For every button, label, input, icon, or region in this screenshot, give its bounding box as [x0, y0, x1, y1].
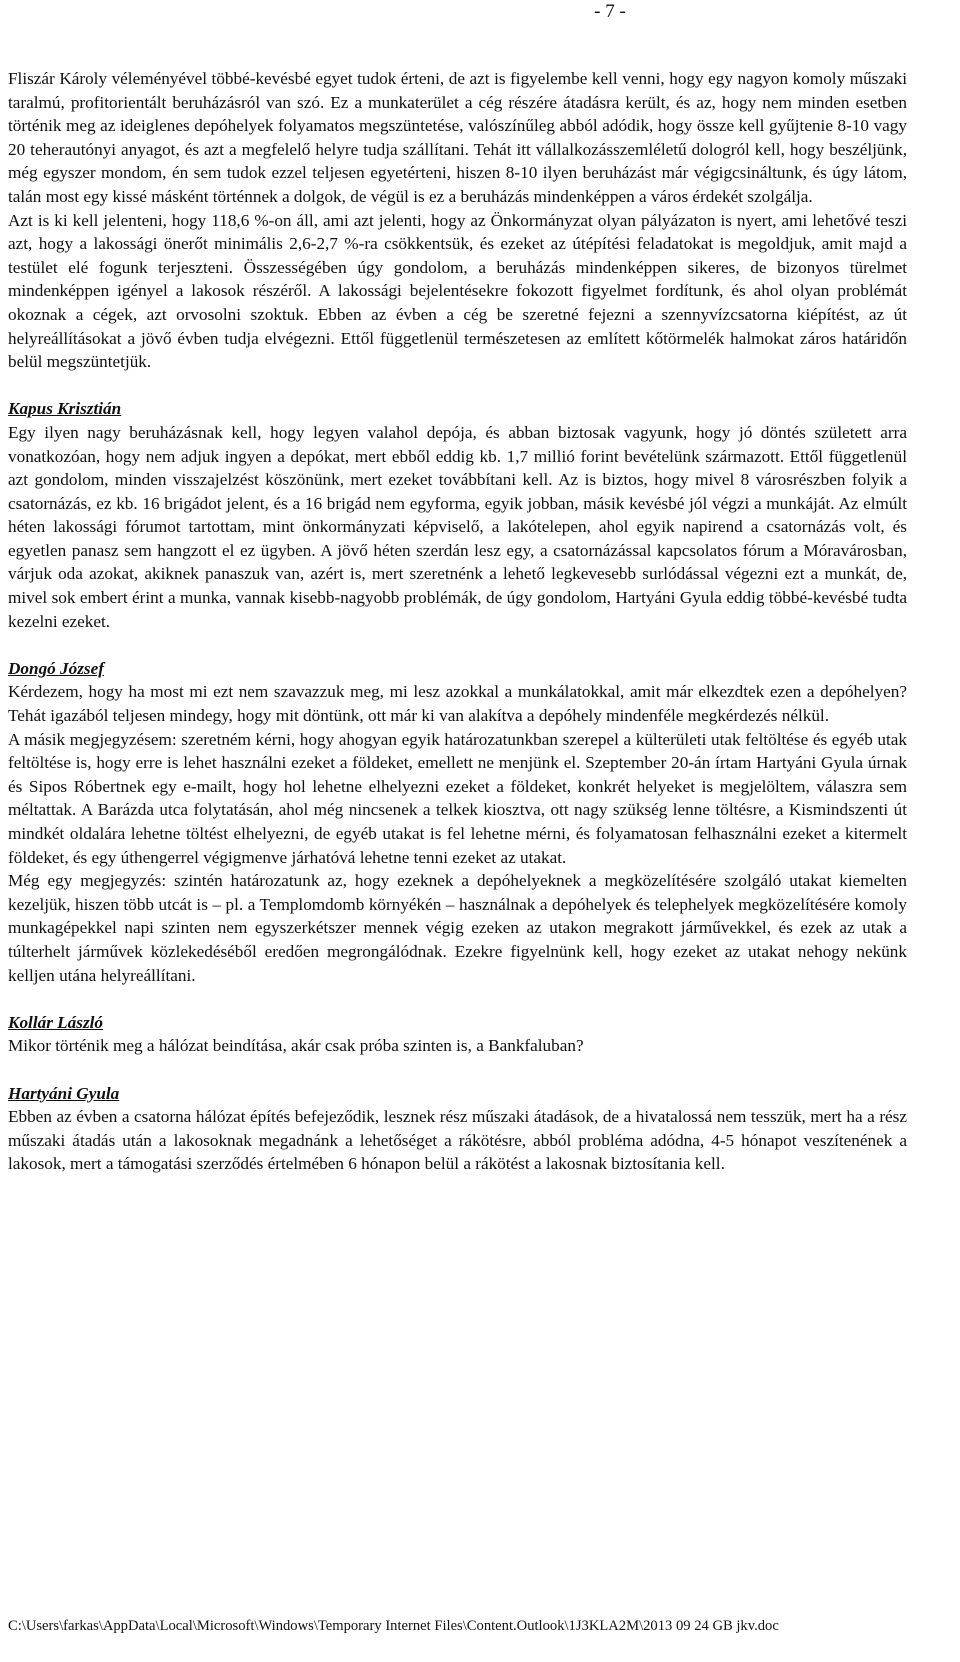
paragraph: Azt is ki kell jelenteni, hogy 118,6 %-on áll, ami azt jelenti, hogy az Önkormányzat olyan pályázaton is nyert, ami lehetővé teszi azt, hogy a lakossági önerőt minimális 2,6-2,7 %-ra csökkentsük, és ezeket az útépítési feladatokat is megoldjuk, amit majd a testület elé fogunk terjeszteni. Összességében úgy gondolom, a beruházás mindenképpen sikeres, de bizonyos türelmet mindenképpen igényel a lakosok részéről. A lakossági bejelentésekre fokozott figyelmet fordítunk, és ahol olyan problémát okoznak a cégek, azt orvosolni szoktuk. Ebben az évben a cég be szeretné fejezni a szennyvízcsatorna kiépítést, az út helyreállításokat a jövő évben tudja elvégezni. Ettől függetlenül természetesen az említett kőtörmelék halmokat záros határidőn belül megszüntetjük. — [8, 210, 907, 372]
speaker-name: Kollár László — [8, 1012, 104, 1032]
paragraph-spacer — [8, 374, 907, 398]
paragraph: A másik megjegyzésem: szeretném kérni, hogy ahogyan egyik határozatunkban szerepel a külterületi utak feltöltése és egyéb utak feltöltése is, hogy erre is lehet használni ezeket a földeket, emellett ne menjünk el. Szeptember 20-án írtam Hartyáni Gyula úrnak és Sipos Róbertnek egy e-mailt, hogy hol lehetne elhelyezni ezeket a földeket, konkrét helyeket is megjelöltem, válaszra sem méltattak. A Barázda utca folytatásán, ahol még nincsenek a telkek kiosztva, ott nagy szükség lenne töltésre, a Kismindszenti út mindkét oldalára lehetne töltést elhelyezni, de egyéb utakat is fel lehetne mérni, és folyamatosan felhasználni ezeket a kitermelt földeket, és egy úthengerrel végigmenve járhatóvá lehetne tenni ezeket az utakat. — [8, 729, 907, 867]
footer-file-path: C:\Users\farkas\AppData\Local\Microsoft\Windows\Temporary Internet Files\Content.Outlook\1J3KLA2M\2013 09 24 GB jkv.doc — [8, 1618, 779, 1634]
paragraph-spacer — [8, 987, 907, 1011]
speaker-name: Kapus Krisztián — [8, 399, 122, 419]
paragraph: Még egy megjegyzés: szintén határozatunk az, hogy ezeknek a depóhelyeknek a megközelítésére szolgáló utakat kiemelten kezeljük, hiszen több utcát is – pl. a Templomdomb környékén – használnak a depóhelyek és telephelyek megközelítésére komoly munkagépekkel napi szinten nem egyszerkétszer mennek végig ezeken az utakon megrakott járművekkel, és ezek az utak a túlterhelt járművek közlekedéséből eredően megrongálódnak. Ezekre figyelnünk kell, hogy ezeket az utakat nehogy nekünk kelljen utána helyreállítani. — [8, 871, 907, 985]
paragraph: Mikor történik meg a hálózat beindítása, akár csak próba szinten is, a Bankfaluban? — [8, 1036, 584, 1056]
paragraph-spacer — [8, 633, 907, 657]
paragraph: Fliszár Károly véleményével többé-kevésbé egyet tudok érteni, de azt is figyelembe kell venni, hogy egy nagyon komoly műszaki taralmú, profitorientált beruházásról van szó. Ez a munkaterület a cég részére átadásra került, és az, hogy nem minden esetben történik meg az ideiglenes depóhelyek folyamatos megszüntetése, valószínűleg abból adódik, hogy össze kell gyűjtenie 8-10 vagy 20 teherautónyi anyagot, és azt a megfelelő helyre tudja szállítani. Tehát itt vállalkozásszemléletű dologról kell, hogy beszéljünk, még egyszer mondom, én sem tudok ezzel teljesen egyetérteni, hiszen 8-10 ilyen beruházást már végigcsináltunk, és úgy látom, talán most egy kissé másként történnek a dolgok, de végül is ez a beruházás mindenképpen a város érdekét szolgálja. — [8, 69, 907, 206]
speaker-name: Dongó József — [8, 658, 104, 678]
page-number: - 7 - — [594, 1, 626, 22]
speaker-name: Hartyáni Gyula — [8, 1083, 120, 1103]
paragraph: Egy ilyen nagy beruházásnak kell, hogy legyen valahol depója, és abban biztosak vagyunk, hogy jó döntés született arra vonatkozóan, hogy nem adjuk ingyen a depókat, mert ebből eddig kb. 1,7 millió forint bevételünk származott. Ettől függetlenül azt gondolom, minden visszajelzést köszönünk, mert ezeket továbbítani kell. Az is biztos, hogy mivel 8 városrészben folyik a csatornázás, ez kb. 16 brigádot jelent, és a 16 brigád nem egyforma, egyik jobban, másik kevésbé jól végzi a munkáját. Az elmúlt héten lakossági fórumot tartottam, mint önkormányzati képviselő, a lakótelepen, ahol egyik napirend a csatornázás volt, és egyetlen panasz sem hangzott el ez ügyben. A jövő héten szerdán lesz egy, a csatornázással kapcsolatos fórum a Móravárosban, várjuk oda azokat, akiknek panaszuk van, azért is, mert szeretnénk a lehető legkevesebb surlódással végezni ezt a munkát, de, mivel sok embert érint a munka, vannak kisebb-nagyobb problémák, de úgy gondolom, Hartyáni Gyula eddig többé-kevésbé tudta kezelni ezeket. — [8, 422, 907, 631]
paragraph: Ebben az évben a csatorna hálózat építés befejeződik, lesznek rész műszaki átadások, de a hivatalossá nem tesszük, mert ha a rész műszaki átadás után a lakosoknak megadnánk a lehetőséget a rákötésre, abból probléma adódna, 4-5 hónapot veszítenének a lakosok, mert a támogatási szerződés értelmében 6 hónapon belül a rákötést a lakosnak biztosítania kell. — [8, 1107, 907, 1174]
document-body — [8, 67, 907, 1176]
paragraph-spacer — [8, 1058, 907, 1082]
paragraph: Kérdezem, hogy ha most mi ezt nem szavazzuk meg, mi lesz azokkal a munkálatokkal, amit már elkezdtek ezen a depóhelyen? Tehát igazából teljesen mindegy, hogy mit döntünk, ott már ki van alakítva a depóhely mindenféle megkérdezés nélkül. — [8, 682, 907, 726]
